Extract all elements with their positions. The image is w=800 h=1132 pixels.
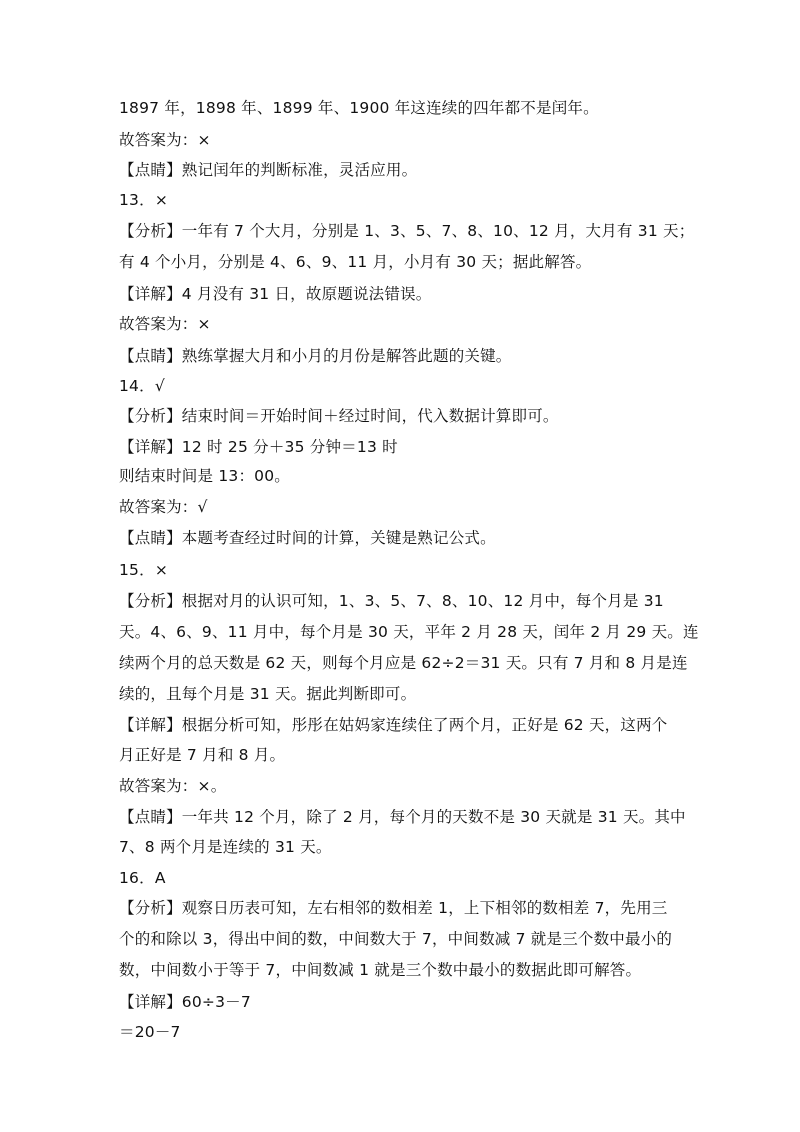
question-number-line: 15．× [119,561,169,579]
text-line: 月正好是 7 月和 8 月。 [119,746,286,764]
text-line: 数，中间数小于等于 7，中间数减 1 就是三个数中最小的数据此即可解答。 [119,961,642,979]
text-line: 7、8 两个月是连续的 31 天。 [119,838,332,856]
text-line: 个的和除以 3，得出中间的数，中间数大于 7，中间数减 7 就是三个数中最小的 [119,930,673,948]
text-line: 天。4、6、9、11 月中，每个月是 30 天，平年 2 月 28 天，闰年 2 月 29 天。连 [119,623,699,641]
text-line: 【分析】观察日历表可知，左右相邻的数相差 1，上下相邻的数相差 7，先用三 [119,899,668,917]
text-line: 【详解】12 时 25 分＋35 分钟＝13 时 [119,438,398,456]
text-line: 【详解】根据分析可知，彤彤在姑妈家连续住了两个月，正好是 62 天，这两个 [119,716,668,734]
text-line: ＝20－7 [119,1023,181,1041]
text-line: 【分析】一年有 7 个大月，分别是 1、3、5、7、8、10、12 月，大月有 31 天； [119,222,695,240]
text-line: 【点睛】熟练掌握大月和小月的月份是解答此题的关键。 [119,347,512,365]
text-line: 【详解】60÷3－7 [119,993,251,1011]
text-line: 续两个月的总天数是 62 天，则每个月应是 62÷2＝31 天。只有 7 月和 8 月是连 [119,654,688,672]
text-line: 有 4 个小月，分别是 4、6、9、11 月，小月有 30 天；据此解答。 [119,253,592,271]
text-line: 【点睛】熟记闰年的判断标准，灵活应用。 [119,161,418,179]
question-number-line: 14．√ [119,377,165,395]
question-number-line: 16．A [119,869,166,887]
text-line: 【点睛】一年共 12 个月，除了 2 月，每个月的天数不是 30 天就是 31 天。其中 [119,808,686,826]
text-line: 1897 年，1898 年、1899 年、1900 年这连续的四年都不是闰年。 [119,99,599,117]
text-line: 续的，且每个月是 31 天。据此判断即可。 [119,685,417,703]
text-line: 故答案为：√ [119,498,208,516]
text-line: 则结束时间是 13：00。 [119,467,290,485]
text-line: 故答案为：× [119,131,211,149]
text-line: 【分析】结束时间＝开始时间＋经过时间，代入数据计算即可。 [119,407,559,425]
text-line: 【点睛】本题考查经过时间的计算，关键是熟记公式。 [119,529,496,547]
text-line: 故答案为：×。 [119,777,227,795]
text-line: 【详解】4 月没有 31 日，故原题说法错误。 [119,285,432,303]
text-line: 【分析】根据对月的认识可知，1、3、5、7、8、10、12 月中，每个月是 31 [119,592,664,610]
text-line: 故答案为：× [119,315,211,333]
question-number-line: 13．× [119,191,169,209]
